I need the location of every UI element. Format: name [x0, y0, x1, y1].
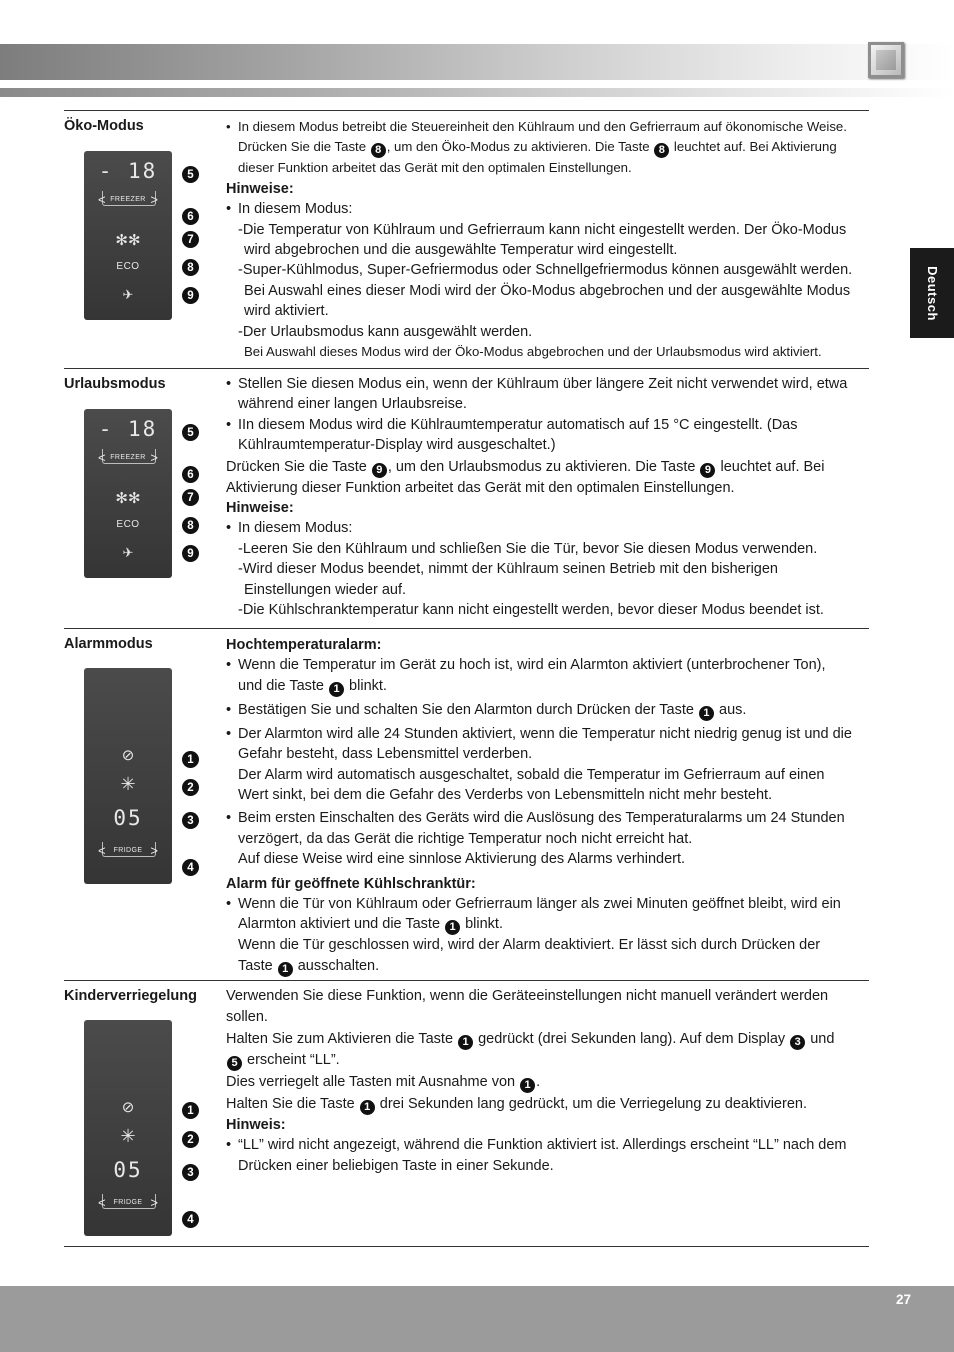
- text: • Wenn die Tür von Kühlraum oder Gefrierraum länger als zwei Minuten geöffnet bleibt, wird ein: [226, 894, 870, 914]
- eco-button[interactable]: ECO: [116, 519, 140, 530]
- callout-3: 3: [182, 1164, 199, 1181]
- callout-9: 9: [182, 287, 199, 304]
- text: während einer langen Urlaubsreise.: [238, 396, 467, 413]
- text: Gefahr besteht, dass Lebensmittel verderben.: [238, 746, 533, 763]
- fridge-temperature-display: 05: [113, 806, 143, 830]
- fast-freeze-icon[interactable]: ✻✻: [115, 490, 141, 507]
- mode-selector: [98, 193, 158, 206]
- text: drei Sekunden lang gedrückt, um die Verriegelung zu deaktivieren.: [375, 1095, 807, 1112]
- text: .: [536, 1073, 541, 1090]
- text: In diesem Modus betreibt die Steuereinheit den Kühlraum und den Gefrierraum auf ökonomische Weise.: [238, 119, 847, 134]
- text: sollen.: [226, 1009, 268, 1026]
- notes-heading: Hinweise:: [226, 500, 294, 517]
- control-panel-freezer: [84, 409, 172, 578]
- text: • Der Alarmton wird alle 24 Stunden aktiviert, wenn die Temperatur nicht niedrig genug ist und die: [226, 724, 870, 744]
- text: Halten Sie zum Aktivieren die Taste: [226, 1030, 458, 1047]
- text: blinkt.: [461, 916, 503, 933]
- callout-2: 2: [182, 1131, 199, 1148]
- text: • Stellen Sie diesen Modus ein, wenn der Kühlraum über längere Zeit nicht verwendet wird, etwa: [226, 374, 870, 394]
- text: Alarmton aktiviert und die Taste: [238, 916, 445, 933]
- section-divider: [64, 628, 869, 629]
- text: Einstellungen wieder auf.: [244, 581, 407, 598]
- eco-button[interactable]: ECO: [116, 261, 140, 272]
- text: Drücken Sie die Taste: [238, 139, 370, 155]
- control-panel-freezer: [84, 151, 172, 320]
- fridge-label: FRIDGE: [113, 847, 143, 854]
- text: Der Alarm wird automatisch ausgeschaltet, sobald die Temperatur im Gefrierraum auf einen: [238, 766, 825, 783]
- text: gedrückt (drei Sekunden lang). Auf dem Display: [474, 1030, 790, 1047]
- mode-selector: [98, 1196, 158, 1209]
- section-title-eco: Öko-Modus: [64, 118, 144, 134]
- chevron-left-icon[interactable]: <: [98, 450, 106, 465]
- chevron-right-icon[interactable]: >: [150, 843, 158, 858]
- text: Drücken Sie die Taste: [226, 458, 371, 475]
- fridge-label: FRIDGE: [113, 1199, 143, 1206]
- text: wird abgebrochen und die ausgewählte Temperatur wird eingestellt.: [244, 242, 678, 259]
- text: -Leeren Sie den Kühlraum und schließen Sie die Tür, bevor Sie diesen Modus verwenden.: [238, 540, 818, 557]
- ref-1: 1: [699, 706, 714, 721]
- text: Halten Sie die Taste: [226, 1095, 359, 1112]
- callout-4: 4: [182, 1211, 199, 1228]
- ref-1: 1: [278, 962, 293, 977]
- text: und: [806, 1030, 835, 1047]
- ref-5: 5: [227, 1056, 242, 1071]
- notes-heading: Hinweise:: [226, 180, 294, 197]
- text: dieser Funktion arbeitet das Gerät mit den optimalen Einstellungen.: [238, 160, 632, 176]
- section-divider: [64, 980, 869, 981]
- callout-5: 5: [182, 424, 199, 441]
- eco-content: [226, 117, 870, 362]
- text: leuchtet auf. Bei: [716, 458, 825, 475]
- language-tab[interactable]: [910, 248, 954, 338]
- text: Bei Auswahl eines dieser Modi wird der Öko-Modus abgebrochen und der ausgewählte Modus: [244, 282, 851, 299]
- header-band: [0, 44, 954, 80]
- text: , um den Urlaubsmodus zu aktivieren. Die Taste: [387, 458, 700, 475]
- text: -Super-Kühlmodus, Super-Gefriermodus oder Schnellgefriermodus können ausgewählt werden.: [238, 262, 853, 279]
- subheading: Alarm für geöffnete Kühlschranktür:: [226, 875, 476, 892]
- callout-8: 8: [182, 517, 199, 534]
- ref-9: 9: [700, 463, 715, 478]
- callout-3: 3: [182, 812, 199, 829]
- section-title-alarm: Alarmmodus: [64, 636, 153, 652]
- header-square-icon: [868, 42, 904, 78]
- language-tab-label: Deutsch: [924, 265, 940, 321]
- callout-5: 5: [182, 166, 199, 183]
- text: Bestätigen Sie und schalten Sie den Alarmton durch Drücken der Taste: [238, 701, 698, 718]
- text: Wenn die Tür geschlossen wird, wird der Alarm deaktiviert. Er lässt sich durch Drücken der: [238, 937, 821, 954]
- text: wird aktiviert.: [244, 303, 329, 320]
- vacation-plane-icon[interactable]: ✈: [122, 545, 134, 560]
- vacation-plane-icon[interactable]: ✈: [122, 287, 134, 302]
- callout-1: 1: [182, 1102, 199, 1119]
- note-heading: Hinweis:: [226, 1116, 286, 1133]
- callout-9: 9: [182, 545, 199, 562]
- text: ausschalten.: [293, 957, 380, 974]
- alarm-content: [226, 635, 870, 977]
- chevron-right-icon[interactable]: >: [150, 1195, 158, 1210]
- text: • IIn diesem Modus wird die Kühlraumtemperatur automatisch auf 15 °C eingestellt. (Das: [226, 415, 870, 435]
- callout-6: 6: [182, 466, 199, 483]
- callout-2: 2: [182, 779, 199, 796]
- chevron-left-icon[interactable]: <: [98, 1195, 106, 1210]
- text: • In diesem Modus:: [226, 199, 870, 219]
- text: -Der Urlaubsmodus kann ausgewählt werden.: [238, 323, 533, 340]
- callout-8: 8: [182, 259, 199, 276]
- callout-4: 4: [182, 859, 199, 876]
- mode-selector: [98, 844, 158, 857]
- chevron-left-icon[interactable]: <: [98, 192, 106, 207]
- ref-1: 1: [360, 1100, 375, 1115]
- text: Kühlraumtemperatur-Display wird ausgeschaltet.): [238, 437, 556, 454]
- chevron-right-icon[interactable]: >: [150, 450, 158, 465]
- fridge-temperature-display: 05: [113, 1158, 143, 1182]
- vacation-content: [226, 374, 870, 620]
- text: Dies verriegelt alle Tasten mit Ausnahme von: [226, 1073, 520, 1090]
- text: erscheint “LL”.: [243, 1051, 340, 1068]
- text: Verwenden Sie diese Funktion, wenn die Geräteeinstellungen nicht manuell verändert werden: [226, 988, 829, 1004]
- header-band-line: [0, 88, 954, 97]
- chevron-left-icon[interactable]: <: [98, 843, 106, 858]
- section-divider: [64, 1246, 869, 1247]
- text: leuchtet auf. Bei Aktivierung: [670, 139, 837, 155]
- ref-1: 1: [445, 920, 460, 935]
- snowflake-icon[interactable]: ✳: [120, 1126, 136, 1146]
- childlock-content: [226, 986, 870, 1176]
- temperature-display: - 18: [98, 159, 158, 183]
- text: • Wenn die Temperatur im Gerät zu hoch ist, wird ein Alarmton aktiviert (unterbrochener Ton),: [226, 655, 870, 675]
- section-title-childlock: Kinderverriegelung: [64, 988, 197, 1004]
- text: -Die Kühlschranktemperatur kann nicht eingestellt werden, bevor dieser Modus beendet ist.: [238, 602, 824, 619]
- ref-1: 1: [520, 1078, 535, 1093]
- text: verzögert, da das Gerät die richtige Temperatur noch nicht erreicht hat.: [238, 830, 693, 847]
- text: , um den Öko-Modus zu aktivieren. Die Taste: [386, 139, 654, 155]
- ref-3: 3: [790, 1035, 805, 1050]
- text: • In diesem Modus:: [226, 518, 870, 538]
- page-number: 27: [896, 1292, 912, 1307]
- footer-band: [0, 1286, 954, 1352]
- text: -Wird dieser Modus beendet, nimmt der Kühlraum seinen Betrieb mit den bisherigen: [238, 561, 778, 578]
- section-title-vacation: Urlaubsmodus: [64, 376, 166, 392]
- callout-1: 1: [182, 751, 199, 768]
- text: • Beim ersten Einschalten des Geräts wird die Auslösung des Temperaturalarms um 24 Stunden: [226, 808, 870, 828]
- text: blinkt.: [345, 677, 387, 694]
- section-divider: [64, 110, 869, 111]
- subheading: Hochtemperaturalarm:: [226, 637, 382, 653]
- freezer-label: FREEZER: [110, 454, 146, 461]
- section-divider: [64, 368, 869, 369]
- control-panel-fridge: [84, 1020, 172, 1236]
- text: Bei Auswahl dieses Modus wird der Öko-Modus abgebrochen und der Urlaubsmodus wird aktiviert.: [244, 344, 822, 360]
- text: aus.: [714, 701, 747, 718]
- callout-7: 7: [182, 489, 199, 506]
- fast-freeze-icon[interactable]: ✻✻: [115, 232, 141, 249]
- text: -Die Temperatur von Kühlraum und Gefrierraum kann nicht eingestellt werden. Der Öko-Modus: [238, 221, 847, 238]
- callout-7: 7: [182, 231, 199, 248]
- ref-8: 8: [371, 143, 386, 158]
- text: Taste: [238, 957, 277, 974]
- snowflake-icon[interactable]: ✳: [120, 774, 136, 794]
- ref-1: 1: [329, 682, 344, 697]
- ref-8: 8: [654, 143, 669, 158]
- mode-selector: [98, 451, 158, 464]
- text: Auf diese Weise wird eine sinnlose Aktivierung des Alarms verhindert.: [238, 851, 686, 868]
- text: Wert sinkt, bei dem die Gefahr des Verderbs von Lebensmitteln nicht mehr besteht.: [238, 787, 773, 804]
- text: Drücken einer beliebigen Taste in einer Sekunde.: [238, 1157, 554, 1174]
- callout-6: 6: [182, 208, 199, 225]
- ref-1: 1: [458, 1035, 473, 1050]
- text: und die Taste: [238, 677, 329, 694]
- text: Aktivierung dieser Funktion arbeitet das Gerät mit den optimalen Einstellungen.: [226, 479, 735, 496]
- chevron-right-icon[interactable]: >: [150, 192, 158, 207]
- bell-off-icon[interactable]: ⊘: [121, 747, 135, 764]
- temperature-display: - 18: [98, 417, 158, 441]
- text: • “LL” wird nicht angezeigt, während die Funktion aktiviert ist. Allerdings erscheint “LL” nach dem: [226, 1135, 870, 1155]
- freezer-label: FREEZER: [110, 196, 146, 203]
- bell-off-icon[interactable]: ⊘: [121, 1099, 135, 1116]
- control-panel-fridge: [84, 668, 172, 884]
- ref-9: 9: [372, 463, 387, 478]
